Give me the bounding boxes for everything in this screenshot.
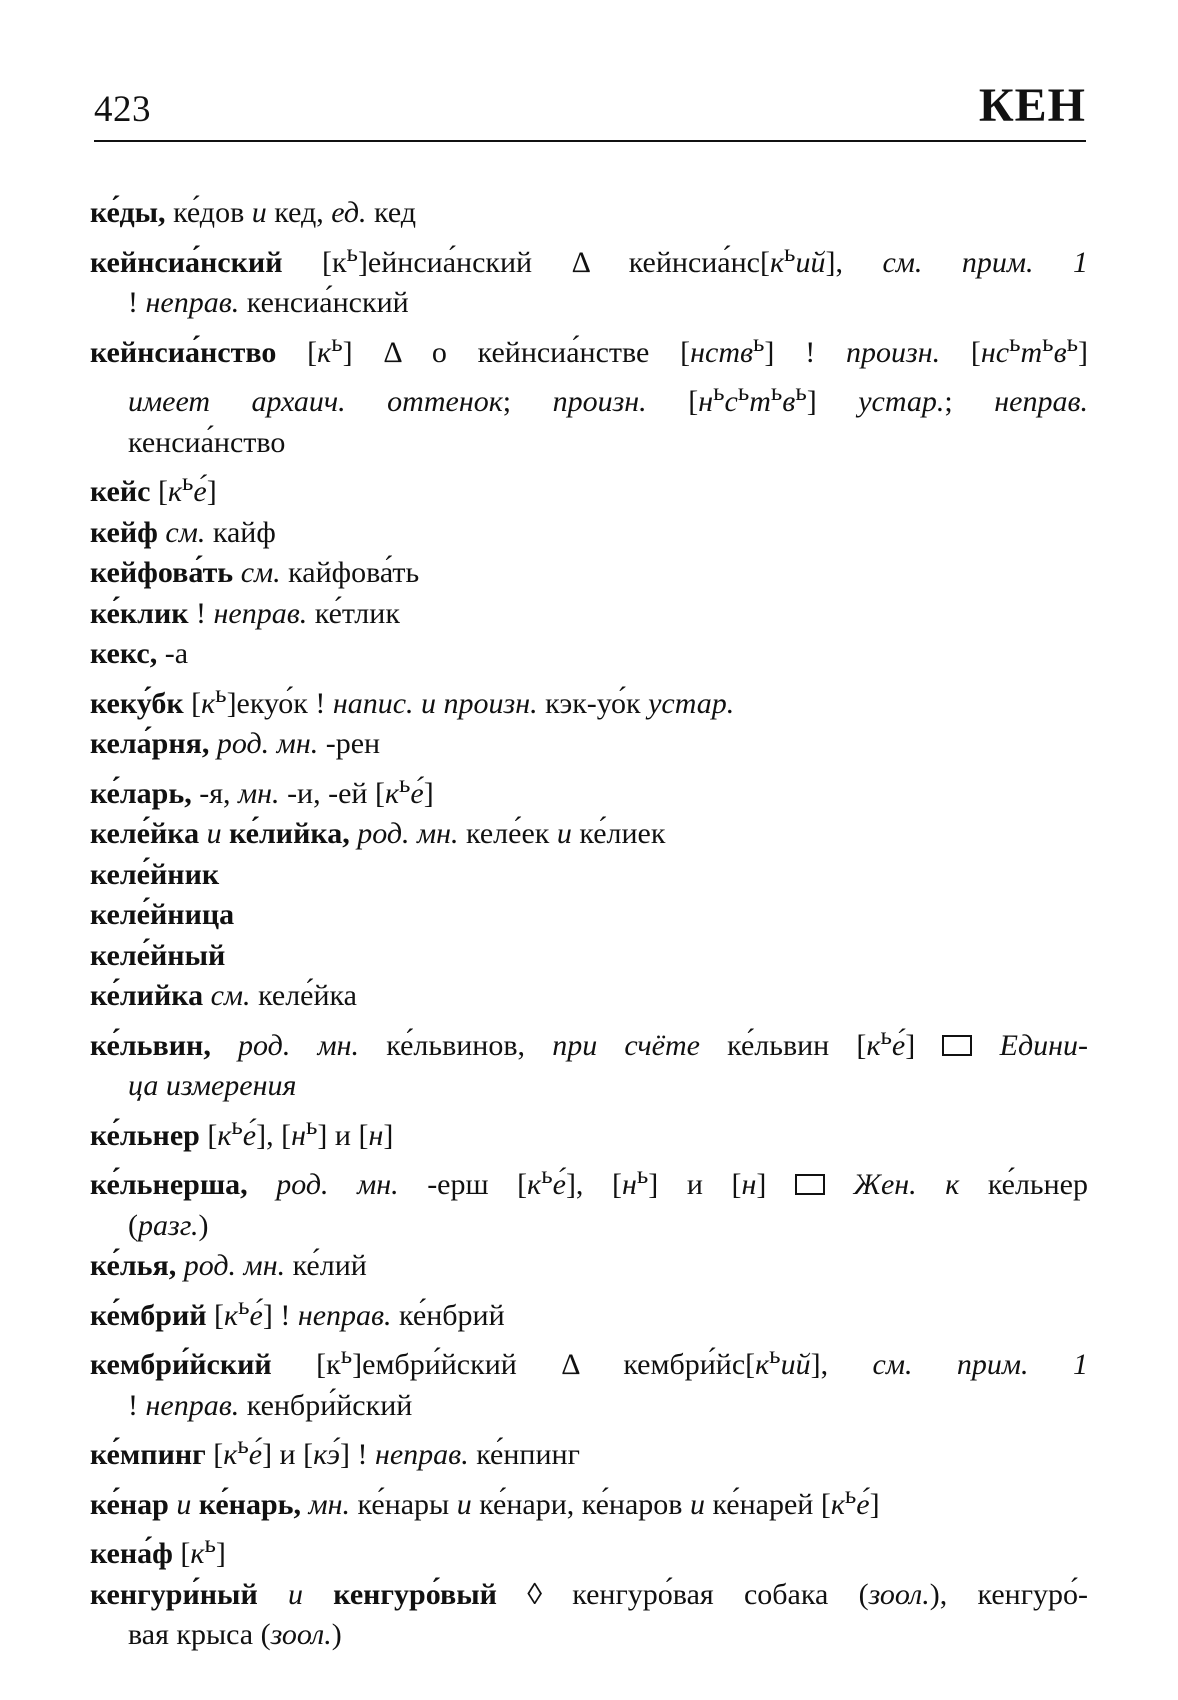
entry-text <box>211 1029 238 1062</box>
soft-sign-superscript: ь <box>215 680 227 708</box>
entry-italic: род. мн. <box>183 1249 286 1282</box>
entry-text: ке́тлик <box>307 596 400 630</box>
entry-text: ке́нары <box>350 1487 457 1521</box>
entry-italic: напис. и произн. <box>332 686 538 720</box>
entry-italic: род. мн. <box>216 727 319 760</box>
entry-text: [ <box>172 1537 191 1570</box>
entry-italic: зоол. <box>270 1618 332 1651</box>
entry-text <box>258 1578 288 1611</box>
entry-text: ] ! <box>339 1438 375 1471</box>
page-number: 423 <box>94 89 151 130</box>
entry-keyfovat <box>90 553 1088 594</box>
soft-sign-superscript: ь <box>784 239 796 267</box>
soft-sign-superscript: ь <box>237 1432 249 1459</box>
entry-keleyka <box>90 814 1088 855</box>
entry-kembriy <box>90 1287 1088 1337</box>
headword-variant: ке́лийка, <box>229 817 350 850</box>
entry-text: ке́нари, ке́наров <box>471 1487 690 1521</box>
soft-sign-superscript: ь <box>636 1162 649 1189</box>
entry-keyf <box>90 513 1088 554</box>
entry-italic: и <box>556 817 572 850</box>
entry-kenaf <box>90 1525 1088 1575</box>
entry-italic: устар. <box>858 385 945 418</box>
soft-sign-superscript: ь <box>182 469 194 496</box>
entry-text: ] и [ <box>648 1168 742 1201</box>
entry-italic: мн. <box>238 776 280 810</box>
entry-text: ке́лий <box>285 1249 367 1282</box>
entry-line <box>90 1017 1088 1067</box>
entry-continuation <box>90 283 1088 324</box>
headword: кеку́бк <box>90 686 184 720</box>
entry-continuation <box>90 1206 1088 1247</box>
entry-text: кенсиа́нский <box>239 286 409 319</box>
soft-sign-superscript: ь <box>231 1112 243 1140</box>
entry-italic: н <box>621 1168 637 1201</box>
entry-italic: и <box>206 817 222 850</box>
entry-italic: к <box>167 475 183 508</box>
soft-sign-superscript: ь <box>346 239 358 267</box>
entry-italic: к <box>770 245 785 279</box>
entry-italic: к <box>223 1438 238 1471</box>
entry-kelar <box>90 765 1088 815</box>
soft-sign-superscript: ь <box>331 329 343 357</box>
dictionary-entries <box>90 193 1088 1656</box>
entry-italic: к <box>755 1348 770 1381</box>
entry-italic: н <box>291 1118 306 1152</box>
headword: келе́йник <box>90 857 220 891</box>
entry-italic: к <box>866 1028 881 1062</box>
entry-text: ] <box>423 776 434 810</box>
entry-italic: е́ <box>242 1118 257 1152</box>
entry-text: [ <box>205 1438 224 1471</box>
entry-text: ] <box>806 385 859 418</box>
soft-sign-superscript: ь <box>795 379 807 406</box>
entry-italic: н <box>741 1168 757 1201</box>
entry-italic: ед. <box>331 196 367 229</box>
headword: ке́ды, <box>90 196 166 229</box>
entry-text: ]ембри́йский Δ кембри́йс[ <box>352 1348 756 1381</box>
entry-line <box>90 1575 1088 1616</box>
headword: кела́рня, <box>90 727 210 760</box>
running-head: КЕН <box>978 79 1086 132</box>
entry-kemping <box>90 1426 1088 1476</box>
entry-text: ке́нбрий <box>391 1298 505 1332</box>
entry-italic: с <box>724 385 738 418</box>
entry-text: [ <box>150 475 168 508</box>
entry-text: ) <box>198 1208 209 1242</box>
entry-kelvin <box>90 1017 1088 1107</box>
headword-variant: кенгуро́вый <box>333 1577 497 1611</box>
entry-text: ! <box>188 596 214 630</box>
headword: ке́львин, <box>90 1028 211 1062</box>
entry-italic: род. мн. <box>238 1028 360 1062</box>
headword: кейнсиа́нский <box>90 245 283 279</box>
soft-sign-superscript: ь <box>1066 329 1079 357</box>
headword: кекс, <box>90 637 158 670</box>
soft-sign-superscript: ь <box>880 1022 892 1050</box>
entry-text: кед, <box>266 196 332 229</box>
entry-continuation <box>90 1066 1088 1107</box>
entry-text: -а <box>157 637 189 670</box>
entry-italic: т <box>1020 335 1043 369</box>
headword: келе́йный <box>90 938 226 972</box>
entry-text: ), кенгуро́- <box>929 1577 1088 1611</box>
headword: ке́ларь, <box>90 776 192 810</box>
entry-continuation <box>90 1615 1088 1656</box>
entry-text: ] <box>215 1537 226 1570</box>
entry-italic: произн. <box>846 335 941 369</box>
entry-keks <box>90 634 1088 675</box>
entry-text: ]екуо́к ! <box>226 686 333 720</box>
entry-italic: зоол. <box>868 1577 930 1611</box>
entry-text: келе́йка <box>250 979 357 1012</box>
entry-text: ] ! <box>262 1298 298 1332</box>
entry-text: ] ! <box>764 335 846 369</box>
headword: ке́нар <box>90 1487 169 1521</box>
entry-italic: мн. <box>308 1487 351 1521</box>
soft-sign-superscript: ь <box>1009 329 1021 357</box>
entry-text: ] и [ <box>262 1438 314 1471</box>
headword: келе́йка <box>90 817 200 850</box>
entry-kekuok <box>90 675 1088 725</box>
entry-text: ] <box>869 1487 880 1521</box>
entry-italic: при счёте <box>552 1028 700 1062</box>
entry-kelarnya <box>90 724 1088 765</box>
entry-italic: неправ. <box>145 1388 240 1422</box>
entry-text: ке́нарей [ <box>704 1487 831 1521</box>
entry-keys <box>90 463 1088 513</box>
entry-italic: к <box>830 1487 845 1521</box>
entry-text: [ <box>199 1118 218 1152</box>
entry-text: кэк-уо́к <box>537 686 649 720</box>
entry-italic: см. прим. 1 <box>882 245 1089 279</box>
entry-text: кайф <box>205 515 276 549</box>
entry-italic: род. мн. <box>276 1168 399 1201</box>
entry-italic: к <box>384 776 400 810</box>
entry-italic: см. <box>210 979 251 1012</box>
entry-text: -рен <box>318 727 381 760</box>
entry-text <box>176 1249 184 1282</box>
entry-text: [ <box>206 1298 225 1332</box>
entry-text: кед <box>366 196 417 229</box>
entry-text: ] <box>1078 335 1089 369</box>
entry-italic: см. <box>165 515 206 549</box>
entry-kenguriny <box>90 1575 1088 1656</box>
entry-italic: е́ <box>552 1168 566 1201</box>
soft-sign-superscript: ь <box>769 1342 781 1369</box>
entry-text: кенбри́йский <box>239 1388 413 1422</box>
soft-sign-superscript: ь <box>306 1112 318 1140</box>
soft-sign-superscript: ь <box>753 329 765 357</box>
entry-text: кайфова́ть <box>280 556 420 589</box>
entry-text <box>191 1488 199 1521</box>
headword: кейнсиа́нство <box>90 335 277 369</box>
soft-sign-superscript: ь <box>399 770 411 798</box>
entry-text: -ерш [ <box>398 1168 528 1201</box>
entry-kelnersha <box>90 1156 1088 1246</box>
headword: ке́лья, <box>90 1249 177 1282</box>
entry-text: ], <box>825 245 883 279</box>
entry-italic: ий <box>780 1348 811 1381</box>
entry-kembriyskiy <box>90 1336 1088 1426</box>
page-header <box>94 78 1090 140</box>
entry-italic: и <box>251 196 267 229</box>
entry-text: [ <box>940 335 981 369</box>
entry-line <box>90 1336 1088 1386</box>
headword: ке́мбрий <box>90 1298 207 1332</box>
entry-text <box>222 817 230 850</box>
entry-italic: ий <box>795 245 826 279</box>
entry-italic: к <box>217 1118 232 1152</box>
entry-text: ]ейнсиа́нский Δ кейнсиа́нс[ <box>357 245 770 279</box>
entry-text: ! <box>128 286 146 319</box>
entry-text: ке́лиек <box>571 817 666 850</box>
entry-text: [ <box>183 686 202 720</box>
entry-text: ] <box>756 1168 795 1201</box>
entry-italic: к <box>201 686 216 720</box>
entry-kenar <box>90 1476 1088 1526</box>
entry-italic: см. <box>240 556 281 589</box>
entry-italic: к <box>317 335 332 369</box>
entry-italic: в <box>782 385 796 418</box>
entry-italic: е́ <box>248 1438 263 1471</box>
entry-italic: и <box>288 1577 304 1611</box>
soft-sign-superscript: ь <box>1042 329 1054 357</box>
entry-italic: имеет архаич. оттенок <box>128 385 503 418</box>
entry-text: ! <box>128 1388 146 1422</box>
entry-text <box>233 556 241 589</box>
entry-text: -я, <box>191 776 239 810</box>
entry-italic: к <box>190 1537 205 1570</box>
entry-italic: в <box>1053 335 1067 369</box>
entry-text: келе́ек <box>458 817 557 850</box>
entry-text <box>199 817 207 850</box>
entry-keklik <box>90 594 1088 635</box>
entry-italic: е́ <box>891 1028 906 1062</box>
entry-text: [к <box>271 1348 341 1381</box>
entry-keliyka <box>90 976 1088 1017</box>
box-icon <box>942 1035 972 1056</box>
entry-text: ], <box>810 1348 873 1381</box>
entry-text: ] и [ <box>317 1118 369 1152</box>
entry-line <box>90 324 1088 374</box>
entry-text: ке́львинов, <box>359 1028 553 1062</box>
entry-text <box>303 1578 333 1611</box>
entry-italic: неправ. <box>213 596 308 630</box>
entry-continuation <box>90 1386 1088 1427</box>
entry-text: ; <box>944 385 995 418</box>
entry-keynsianskiy <box>90 234 1088 324</box>
entry-text: [ <box>646 385 699 418</box>
box-icon <box>795 1174 825 1195</box>
headword: ке́клик <box>90 596 189 630</box>
soft-sign-superscript: ь <box>238 1292 250 1320</box>
entry-kedy <box>90 193 1088 234</box>
entry-kelner <box>90 1107 1088 1157</box>
entry-italic: неправ. <box>994 385 1088 418</box>
entry-italic: Жен. к <box>824 1168 960 1201</box>
entry-text: ] <box>383 1118 394 1152</box>
entry-italic: и <box>176 1487 192 1521</box>
headword: келе́йница <box>90 898 235 931</box>
entry-text: ке́льнер <box>959 1168 1088 1201</box>
headword: кембри́йский <box>90 1348 272 1381</box>
entry-italic: кэ́ <box>313 1438 340 1471</box>
soft-sign-superscript: ь <box>713 379 725 406</box>
headword: ке́льнер <box>90 1118 200 1152</box>
entry-continuation <box>90 373 1088 463</box>
entry-keleynik <box>90 855 1088 896</box>
entry-italic: произн. <box>552 385 647 418</box>
entry-text: ке́дов <box>165 196 252 229</box>
headword: кейс <box>90 475 151 508</box>
header-rule <box>94 140 1086 142</box>
soft-sign-superscript: ь <box>737 379 750 406</box>
entry-text <box>248 1168 277 1201</box>
entry-text: ], [ <box>565 1168 622 1201</box>
soft-sign-superscript: ь <box>844 1481 857 1509</box>
soft-sign-superscript: ь <box>770 379 783 406</box>
entry-text <box>301 1488 309 1521</box>
entry-italic: и <box>456 1487 472 1521</box>
entry-italic: е́ <box>249 1298 263 1332</box>
headword: кейфова́ть <box>90 556 234 589</box>
entry-text: вая крыса ( <box>128 1618 271 1651</box>
entry-text: ] Δ о кейнсиа́нстве [ <box>342 335 691 369</box>
entry-text: ] <box>206 475 217 508</box>
entry-italic: и <box>689 1487 705 1521</box>
entry-kelya <box>90 1246 1088 1287</box>
entry-italic: т <box>749 385 771 418</box>
soft-sign-superscript: ь <box>541 1162 553 1189</box>
entry-text: ) <box>331 1618 342 1651</box>
entry-italic: устар. <box>648 686 735 720</box>
entry-italic: нс <box>980 335 1010 369</box>
entry-italic: разг. <box>138 1208 199 1242</box>
entry-italic: Едини- <box>972 1028 1089 1062</box>
headword: кейф <box>90 515 158 549</box>
entry-line <box>128 373 1088 423</box>
entry-italic: е́ <box>193 475 207 508</box>
entry-keleyny <box>90 936 1088 977</box>
entry-italic: ца измерения <box>128 1069 297 1102</box>
entry-text: ( <box>128 1208 138 1242</box>
entry-text: ке́нпинг <box>468 1438 580 1471</box>
headword-variant: ке́нарь, <box>198 1487 302 1521</box>
entry-italic: е́ <box>410 776 424 810</box>
soft-sign-superscript: ь <box>340 1342 353 1369</box>
entry-text: ◊ кенгуро́вая собака ( <box>496 1577 869 1611</box>
entry-text: [к <box>282 245 347 279</box>
entry-text: ] <box>905 1028 943 1062</box>
headword: ке́льнерша, <box>90 1168 248 1201</box>
entry-text <box>203 979 211 1012</box>
entry-text: ке́львин [ <box>699 1028 867 1062</box>
entry-italic: к <box>527 1168 542 1201</box>
entry-line <box>90 1156 1088 1206</box>
headword: ке́мпинг <box>90 1438 206 1471</box>
entry-italic: неправ. <box>374 1438 469 1471</box>
entry-line <box>90 234 1088 284</box>
entry-italic: нств <box>690 335 754 369</box>
entry-italic: н <box>698 385 714 418</box>
entry-text: [ <box>276 335 318 369</box>
entry-text <box>209 727 217 760</box>
headword: кенгури́ный <box>90 1577 258 1611</box>
entry-keleynitsa <box>90 895 1088 936</box>
entry-italic: род. мн. <box>357 817 459 850</box>
soft-sign-superscript: ь <box>204 1531 216 1558</box>
entry-text: -и, -ей [ <box>279 776 385 810</box>
entry-italic: см. прим. 1 <box>872 1348 1088 1381</box>
entry-italic: неправ. <box>145 286 240 319</box>
headword: кена́ф <box>90 1537 173 1570</box>
entry-italic: е́ <box>856 1487 870 1521</box>
entry-italic: к <box>224 1298 239 1332</box>
entry-keynsianstvo <box>90 324 1088 464</box>
entry-text: кенсиа́нство <box>128 425 286 459</box>
entry-italic: н <box>368 1118 384 1152</box>
headword: ке́лийка <box>90 979 204 1012</box>
entry-italic: неправ. <box>297 1298 392 1332</box>
entry-text: ; <box>502 385 553 418</box>
entry-text: ], [ <box>256 1118 292 1152</box>
